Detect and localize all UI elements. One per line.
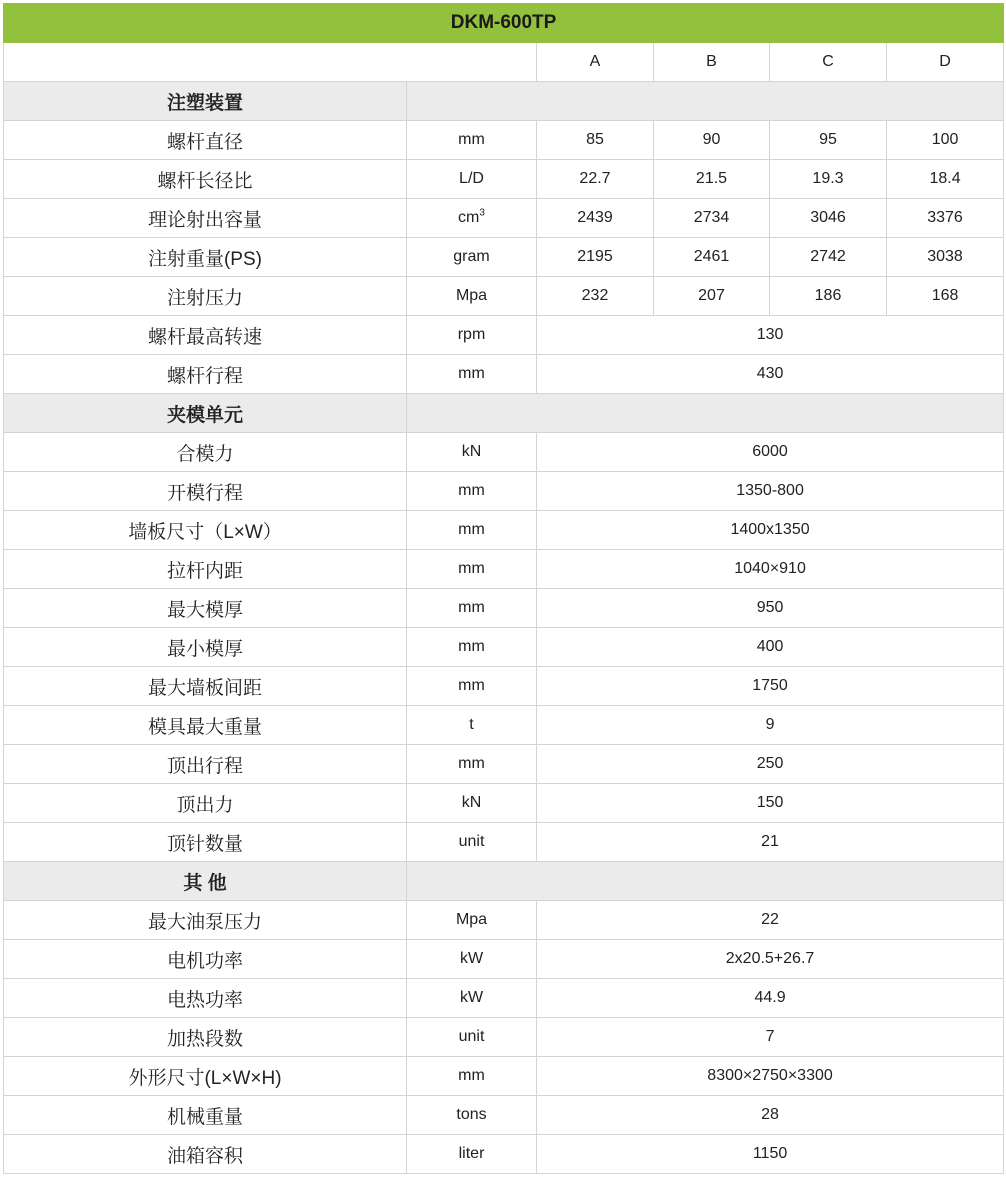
spec-label: 拉杆内距 [4,550,407,589]
spec-unit [407,667,537,706]
spec-value-merged: 1750 [537,667,1004,706]
unit-text: Mpa [455,911,488,928]
spec-label: 加热段数 [4,1018,407,1057]
column-header-c: C [770,43,887,82]
table-row [4,823,1004,862]
spec-unit [407,238,537,277]
spec-label: 机械重量 [4,1096,407,1135]
spec-label: 模具最大重量 [4,706,407,745]
spec-value-merged: 9 [537,706,1004,745]
column-header-row [4,43,1004,82]
section-blank-cell [407,82,1004,121]
spec-value: 90 [654,121,770,160]
table-row [4,1135,1004,1174]
spec-value: 232 [537,277,654,316]
spec-label: 螺杆行程 [4,355,407,394]
spec-label: 注射重量(PS) [4,238,407,277]
column-header-b: B [654,43,770,82]
unit-text: liter [458,1145,485,1162]
spec-label: 螺杆长径比 [4,160,407,199]
spec-value-merged: 1040×910 [537,550,1004,589]
unit-text: mm [458,560,485,577]
spec-value-merged: 130 [537,316,1004,355]
spec-unit [407,628,537,667]
spec-table-body [4,4,1004,1174]
spec-value: 85 [537,121,654,160]
spec-value: 3046 [770,199,887,238]
spec-label: 外形尺寸(L×W×H) [4,1057,407,1096]
table-row [4,706,1004,745]
spec-value-merged: 950 [537,589,1004,628]
spec-value: 2734 [654,199,770,238]
table-row [4,1057,1004,1096]
spec-unit [407,121,537,160]
unit-text: mm [458,677,485,694]
spec-unit [407,1096,537,1135]
spec-table [3,3,1004,1174]
unit-text: Mpa [455,287,488,304]
table-row [4,1018,1004,1057]
section-title: 其 他 [4,862,407,901]
section-blank-cell [407,862,1004,901]
unit-text: L/D [459,170,484,187]
table-row [4,667,1004,706]
spec-value: 3038 [887,238,1004,277]
spec-label: 理论射出容量 [4,199,407,238]
table-row [4,433,1004,472]
spec-value-merged: 1400x1350 [537,511,1004,550]
spec-value-merged: 22 [537,901,1004,940]
table-row [4,550,1004,589]
table-row [4,355,1004,394]
unit-text: mm [458,638,485,655]
spec-value: 21.5 [654,160,770,199]
section-title: 注塑装置 [4,82,407,121]
spec-label: 最大油泵压力 [4,901,407,940]
unit-text: mm [458,599,485,616]
spec-value: 22.7 [537,160,654,199]
title-row [4,4,1004,43]
spec-value: 186 [770,277,887,316]
unit-text: mm [458,365,485,382]
unit-text: gram [453,248,490,265]
table-row [4,901,1004,940]
spec-label: 顶出力 [4,784,407,823]
spec-value: 2439 [537,199,654,238]
table-row [4,238,1004,277]
spec-unit [407,511,537,550]
header-blank-cell [4,43,537,82]
spec-unit [407,1018,537,1057]
spec-value: 2195 [537,238,654,277]
table-row [4,1096,1004,1135]
spec-unit [407,589,537,628]
spec-label: 最大模厚 [4,589,407,628]
spec-label: 墙板尺寸（L×W） [4,511,407,550]
unit-text: kW [459,989,484,1006]
table-row [4,628,1004,667]
spec-value: 2461 [654,238,770,277]
spec-unit [407,979,537,1018]
spec-value: 100 [887,121,1004,160]
section-title: 夹模单元 [4,394,407,433]
spec-value: 207 [654,277,770,316]
spec-value-merged: 2x20.5+26.7 [537,940,1004,979]
table-row [4,160,1004,199]
spec-value-merged: 250 [537,745,1004,784]
spec-value-merged: 1150 [537,1135,1004,1174]
unit-text: mm [458,521,485,538]
table-row [4,745,1004,784]
spec-unit [407,1135,537,1174]
spec-unit [407,550,537,589]
spec-value-merged: 150 [537,784,1004,823]
unit-text: t [469,716,474,733]
table-row [4,784,1004,823]
unit-text: rpm [457,326,486,343]
spec-unit [407,940,537,979]
unit-text: mm [458,482,485,499]
spec-value: 18.4 [887,160,1004,199]
spec-unit [407,901,537,940]
spec-label: 合模力 [4,433,407,472]
spec-label: 顶出行程 [4,745,407,784]
column-header-d: D [887,43,1004,82]
unit-superscript: 3 [479,207,485,219]
section-blank-cell [407,394,1004,433]
unit-text: kN [461,443,482,460]
spec-label: 最小模厚 [4,628,407,667]
spec-unit [407,199,537,238]
section-header-row [4,862,1004,901]
spec-value-merged: 1350-800 [537,472,1004,511]
spec-value: 2742 [770,238,887,277]
unit-text: mm [458,1067,485,1084]
spec-value-merged: 400 [537,628,1004,667]
spec-value-merged: 21 [537,823,1004,862]
spec-label: 电热功率 [4,979,407,1018]
column-header-a: A [537,43,654,82]
spec-label: 电机功率 [4,940,407,979]
spec-value: 3376 [887,199,1004,238]
spec-unit [407,160,537,199]
spec-value-merged: 28 [537,1096,1004,1135]
table-row [4,940,1004,979]
table-row [4,472,1004,511]
table-row [4,316,1004,355]
spec-label: 注射压力 [4,277,407,316]
unit-text: kN [461,794,482,811]
section-header-row [4,82,1004,121]
spec-label: 最大墙板间距 [4,667,407,706]
spec-label: 顶针数量 [4,823,407,862]
spec-label: 螺杆直径 [4,121,407,160]
unit-text: unit [458,833,485,850]
unit-text: unit [458,1028,485,1045]
table-row [4,121,1004,160]
spec-unit [407,355,537,394]
spec-value: 19.3 [770,160,887,199]
spec-value: 168 [887,277,1004,316]
unit-text: cm [458,209,480,226]
table-title: DKM-600TP [4,4,1004,43]
section-header-row [4,394,1004,433]
spec-unit [407,433,537,472]
unit-text: mm [458,131,485,148]
spec-unit [407,823,537,862]
unit-text: kW [459,950,484,967]
spec-value-merged: 6000 [537,433,1004,472]
spec-unit [407,784,537,823]
spec-value-merged: 44.9 [537,979,1004,1018]
table-row [4,589,1004,628]
spec-unit [407,1057,537,1096]
spec-label: 开模行程 [4,472,407,511]
spec-unit [407,316,537,355]
unit-text: tons [456,1106,487,1123]
spec-unit [407,745,537,784]
spec-value-merged: 430 [537,355,1004,394]
spec-unit [407,277,537,316]
spec-unit [407,472,537,511]
spec-unit [407,706,537,745]
spec-label: 油箱容积 [4,1135,407,1174]
table-row [4,199,1004,238]
table-row [4,979,1004,1018]
table-row [4,511,1004,550]
spec-value-merged: 7 [537,1018,1004,1057]
spec-value-merged: 8300×2750×3300 [537,1057,1004,1096]
table-row [4,277,1004,316]
spec-label: 螺杆最高转速 [4,316,407,355]
spec-value: 95 [770,121,887,160]
unit-text: mm [458,755,485,772]
